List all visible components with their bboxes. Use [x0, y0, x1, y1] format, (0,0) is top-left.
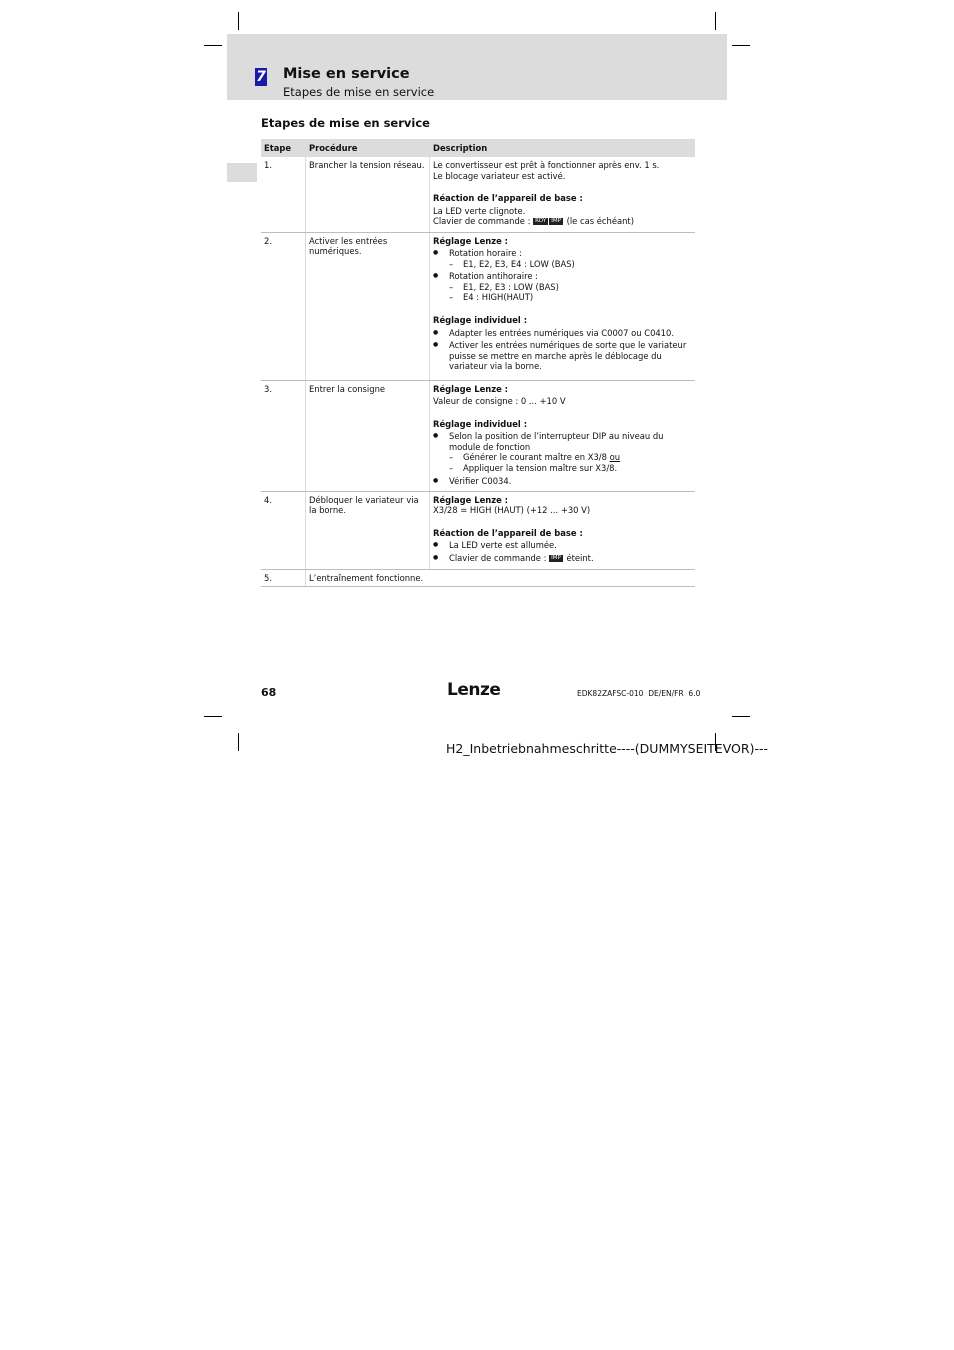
keypad-note: éteint.: [566, 552, 594, 563]
crop-mark: [204, 45, 222, 46]
description-heading: Réglage Lenze :: [433, 494, 509, 505]
crop-mark: [238, 733, 239, 751]
step-number: 4.: [261, 491, 306, 569]
rdy-display-icon: RDY: [535, 218, 547, 225]
bullet-item: [433, 553, 692, 564]
crop-mark: [732, 45, 750, 46]
description-heading: Réglage Lenze :: [433, 383, 509, 394]
description-cell: [430, 232, 696, 380]
side-tab: [227, 163, 257, 182]
description-cell: [430, 380, 696, 491]
bullet-item: ● Rotation antihoraire :: [433, 271, 692, 282]
crop-mark: [732, 716, 750, 717]
bullet-item: ● Rotation horaire :: [433, 248, 692, 259]
bullet-item: ● La LED verte est allumée.: [433, 540, 692, 551]
procedure-text: Activer les entrées numériques.: [306, 232, 430, 380]
bullet-item: ● Selon la position de l’interrupteur DIP au niveau du module de fonction: [433, 431, 692, 452]
step-number: 5.: [261, 569, 306, 587]
table-row: [261, 157, 695, 232]
table-row: [261, 569, 695, 587]
dash-item-text: Générer le courant maître en X3/8: [463, 452, 607, 463]
procedure-text: Entrer la consigne: [306, 380, 430, 491]
lenze-logo: Lenze: [447, 680, 501, 700]
description-line: Le blocage variateur est activé.: [433, 170, 566, 181]
description-heading: Réglage individuel :: [433, 418, 528, 429]
description-line: Valeur de consigne : 0 ... +10 V: [433, 396, 566, 407]
page-number: 68: [261, 686, 277, 699]
table-header-row: [261, 139, 695, 157]
keypad-label: Clavier de commande :: [433, 216, 531, 227]
procedure-text: Débloquer le variateur via la borne.: [306, 491, 430, 569]
chapter-title: Mise en service: [283, 66, 410, 82]
description-cell: [430, 491, 696, 569]
bullet-item: ● Adapter les entrées numériques via C0007 ou C0410.: [433, 328, 692, 339]
dash-item: – E1, E2, E3, E4 : LOW (BAS): [433, 259, 692, 270]
description-heading: Réglage individuel :: [433, 315, 528, 326]
chapter-subtitle: Etapes de mise en service: [283, 85, 435, 99]
step-number: 1.: [261, 157, 306, 232]
procedure-text: Brancher la tension réseau.: [306, 157, 430, 232]
section-title: Etapes de mise en service: [261, 116, 430, 130]
bullet-item: ● Vérifier C0034.: [433, 476, 692, 487]
table-row: [261, 491, 695, 569]
step-number: 2.: [261, 232, 306, 380]
keypad-label: Clavier de commande :: [449, 552, 547, 563]
dash-item: [433, 452, 692, 463]
description-cell: [430, 157, 696, 232]
imp-display-icon: IMP: [551, 554, 561, 561]
column-header-procedure: Procédure: [306, 139, 430, 157]
crop-mark: [715, 12, 716, 30]
crop-mark: [238, 12, 239, 30]
table-row: [261, 380, 695, 491]
crop-mark: [204, 716, 222, 717]
dash-item: – Appliquer la tension maître sur X3/8.: [433, 463, 692, 474]
table-row: [261, 232, 695, 380]
description-heading: Réaction de l’appareil de base :: [433, 193, 583, 204]
column-header-description: Description: [430, 139, 696, 157]
dummy-page-marker: H2_Inbetriebnahmeschritte----(DUMMYSEITEVOR)---: [446, 741, 768, 756]
steps-table: [261, 139, 695, 587]
description-line: Le convertisseur est prêt à fonctionner après env. 1 s.: [433, 160, 660, 170]
description-line: [433, 216, 692, 227]
description-heading: Réglage Lenze :: [433, 235, 509, 246]
bullet-item: ● Activer les entrées numériques de sorte que le variateur puisse se mettre en marche après le déblocage du variateur via la borne.: [433, 340, 692, 372]
keypad-note: (le cas échéant): [566, 216, 634, 227]
description-heading: Réaction de l’appareil de base :: [433, 527, 583, 538]
dash-item: – E1, E2, E3 : LOW (BAS): [433, 282, 692, 293]
description-line: La LED verte clignote.: [433, 205, 526, 216]
imp-display-icon: IMP: [551, 218, 561, 225]
underlined-or: ou: [609, 452, 621, 463]
step-number: 3.: [261, 380, 306, 491]
description-line: X3/28 = HIGH (HAUT) (+12 ... +30 V): [433, 505, 591, 516]
column-header-step: Etape: [261, 139, 306, 157]
chapter-number: 7: [256, 69, 266, 85]
document-code: EDK82ZAFSC-010 DE/EN/FR 6.0: [577, 689, 701, 698]
procedure-text: L’entraînement fonctionne.: [306, 569, 696, 587]
dash-item: – E4 : HIGH(HAUT): [433, 292, 692, 303]
